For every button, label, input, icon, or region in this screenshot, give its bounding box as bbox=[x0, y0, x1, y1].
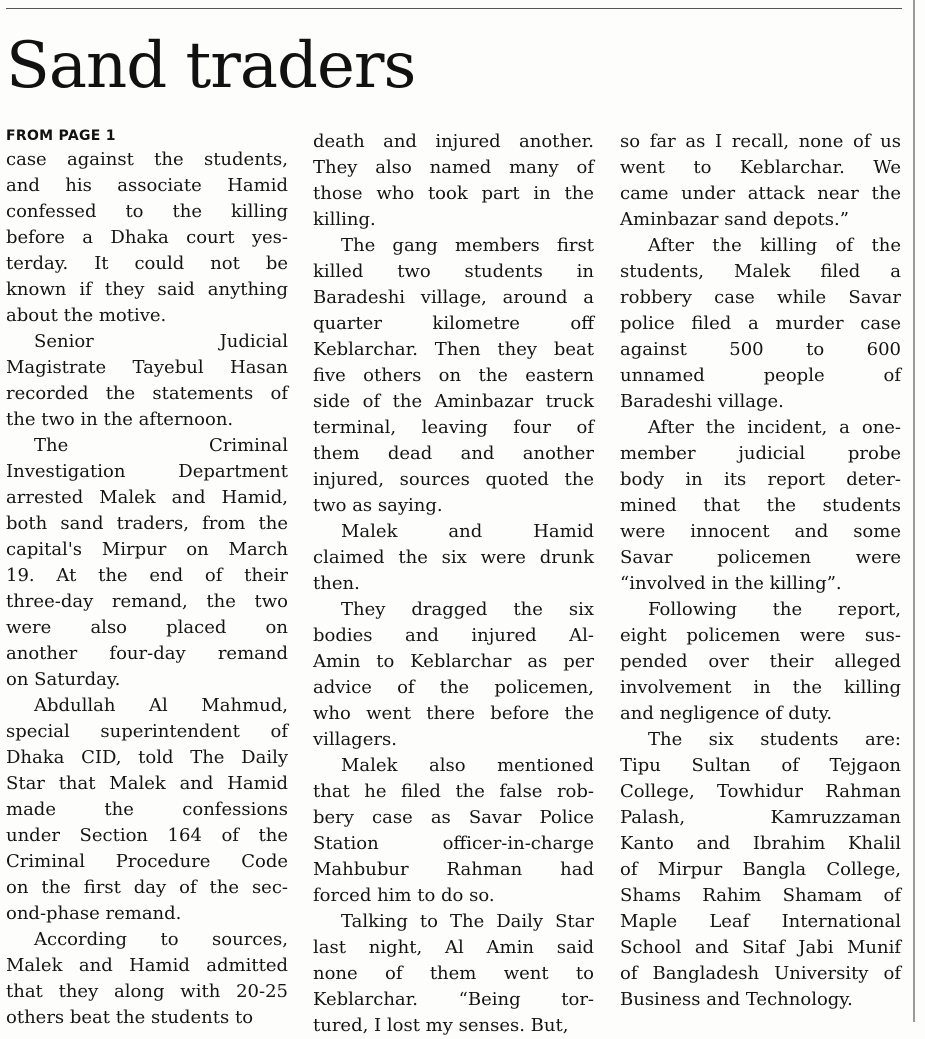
article-line: and his associate Hamid bbox=[6, 175, 288, 196]
article-line: tured, I lost my senses. But, bbox=[313, 1015, 569, 1036]
article-line: They also named many of bbox=[313, 157, 594, 178]
article-line: two as saying. bbox=[313, 495, 443, 516]
article-line: three-day remand, the two bbox=[6, 591, 288, 612]
column-rule bbox=[913, 0, 915, 1022]
article-line: the two in the afternoon. bbox=[6, 409, 234, 430]
article-line: quarter kilometre off bbox=[313, 313, 594, 334]
article-line: recorded the statements of bbox=[6, 383, 288, 404]
article-line: five others on the eastern bbox=[313, 365, 594, 386]
article-line: Shams Rahim Shamam of bbox=[620, 885, 901, 906]
article-line: College, Towhidur Rahman bbox=[620, 781, 901, 802]
article-line: School and Sitaf Jabi Munif bbox=[620, 937, 901, 958]
article-line: Criminal Procedure Code bbox=[6, 851, 288, 872]
article-line: involvement in the killing bbox=[620, 677, 901, 698]
article-line: before a Dhaka court yes- bbox=[6, 227, 288, 248]
headline: Sand traders bbox=[6, 29, 416, 103]
article-line: Keblarchar. “Being tor- bbox=[313, 989, 594, 1010]
article-line: eight policemen were sus- bbox=[620, 625, 901, 646]
article-line: that they along with 20-25 bbox=[6, 981, 288, 1002]
article-line: so far as I recall, none of us bbox=[620, 131, 901, 152]
article-line: under Section 164 of the bbox=[6, 825, 288, 846]
article-column-1 bbox=[6, 125, 288, 1031]
article-line: pended over their alleged bbox=[620, 651, 901, 672]
article-line: terday. It could not be bbox=[6, 253, 288, 274]
article-line: about the motive. bbox=[6, 305, 167, 326]
article-line: Keblarchar. Then they beat bbox=[313, 339, 594, 360]
article-line: Baradeshi village, around a bbox=[313, 287, 594, 308]
article-line: injured, sources quoted the bbox=[313, 469, 594, 490]
article-line: side of the Aminbazar truck bbox=[313, 391, 594, 412]
article-line: After the incident, a one- bbox=[648, 417, 901, 438]
article-line: Talking to The Daily Star bbox=[341, 911, 594, 932]
article-line: confessed to the killing bbox=[6, 201, 288, 222]
article-line: others beat the students to bbox=[6, 1007, 254, 1028]
article-line: were also placed on bbox=[6, 617, 288, 638]
kicker: FROM PAGE 1 bbox=[6, 128, 116, 144]
article-line: ond-phase remand. bbox=[6, 903, 182, 924]
article-line: Amin to Keblarchar as per bbox=[313, 651, 594, 672]
article-line: Investigation Department bbox=[6, 461, 288, 482]
article-line: Aminbazar sand depots.” bbox=[620, 209, 849, 230]
article-line: made the confessions bbox=[6, 799, 288, 820]
top-rule bbox=[6, 8, 902, 9]
article-line: came under attack near the bbox=[620, 183, 901, 204]
article-line: Malek and Hamid admitted bbox=[6, 955, 288, 976]
article-line: terminal, leaving four of bbox=[313, 417, 594, 438]
article-line: capital's Mirpur on March bbox=[6, 539, 288, 560]
article-line: The gang members first bbox=[341, 235, 594, 256]
article-line: member judicial probe bbox=[620, 443, 901, 464]
article-line: villagers. bbox=[313, 729, 397, 750]
article-line: Senior Judicial bbox=[34, 331, 288, 352]
article-line: on Saturday. bbox=[6, 669, 121, 690]
article-line: both sand traders, from the bbox=[6, 513, 288, 534]
article-line: mined that the students bbox=[620, 495, 901, 516]
article-line: last night, Al Amin said bbox=[313, 937, 594, 958]
article-line: advice of the policemen, bbox=[313, 677, 594, 698]
article-line: Maple Leaf International bbox=[620, 911, 901, 932]
article-line: death and injured another. bbox=[313, 131, 594, 152]
article-line: 19. At the end of their bbox=[6, 565, 288, 586]
article-line: against 500 to 600 bbox=[620, 339, 901, 360]
article-line: Star that Malek and Hamid bbox=[6, 773, 288, 794]
article-line: Baradeshi village. bbox=[620, 391, 784, 412]
article-line: special superintendent of bbox=[6, 721, 288, 742]
article-line: none of them went to bbox=[313, 963, 594, 984]
article-line: Magistrate Tayebul Hasan bbox=[6, 357, 288, 378]
article-line: that he filed the false rob- bbox=[313, 781, 594, 802]
article-line: students, Malek filed a bbox=[620, 261, 901, 282]
article-line: and negligence of duty. bbox=[620, 703, 833, 724]
article-line: Tipu Sultan of Tejgaon bbox=[620, 755, 901, 776]
article-line: killing. bbox=[313, 209, 376, 230]
article-line: bodies and injured Al- bbox=[313, 625, 594, 646]
article-line: of Mirpur Bangla College, bbox=[620, 859, 901, 880]
article-line: on the first day of the sec- bbox=[6, 877, 288, 898]
article-line: unnamed people of bbox=[620, 365, 901, 386]
article-line: The Criminal bbox=[34, 435, 288, 456]
article-line: Savar policemen were bbox=[620, 547, 901, 568]
article-line: Malek also mentioned bbox=[341, 755, 594, 776]
article-line: killed two students in bbox=[313, 261, 594, 282]
article-line: forced him to do so. bbox=[313, 885, 495, 906]
article-line: Following the report, bbox=[648, 599, 901, 620]
article-line: Mahbubur Rahman had bbox=[313, 859, 594, 880]
article-line: Kanto and Ibrahim Khalil bbox=[620, 833, 901, 854]
article-line: Dhaka CID, told The Daily bbox=[6, 747, 288, 768]
article-line: claimed the six were drunk bbox=[313, 547, 594, 568]
article-line: another four-day remand bbox=[6, 643, 288, 664]
article-line: of Bangladesh University of bbox=[620, 963, 901, 984]
article-line: Malek and Hamid bbox=[341, 521, 594, 542]
article-column-3 bbox=[620, 125, 901, 1013]
article-line: bery case as Savar Police bbox=[313, 807, 594, 828]
article-line: were innocent and some bbox=[620, 521, 901, 542]
article-line: body in its report deter- bbox=[620, 469, 901, 490]
article-line: Abdullah Al Mahmud, bbox=[34, 695, 288, 716]
article-line: They dragged the six bbox=[341, 599, 594, 620]
article-line: known if they said anything bbox=[6, 279, 288, 300]
article-line: went to Keblarchar. We bbox=[620, 157, 901, 178]
article-line: After the killing of the bbox=[648, 235, 901, 256]
article-line: Business and Technology. bbox=[620, 989, 853, 1010]
article-line: Station officer-in-charge bbox=[313, 833, 594, 854]
article-line: who went there before the bbox=[313, 703, 594, 724]
article-line: According to sources, bbox=[34, 929, 288, 950]
article-line: arrested Malek and Hamid, bbox=[6, 487, 288, 508]
article-line: robbery case while Savar bbox=[620, 287, 901, 308]
article-line: them dead and another bbox=[313, 443, 594, 464]
article-line: case against the students, bbox=[6, 149, 288, 170]
article-line: those who took part in the bbox=[313, 183, 594, 204]
article-line: Palash, Kamruzzaman bbox=[620, 807, 901, 828]
article-line: then. bbox=[313, 573, 360, 594]
article-line: “involved in the killing”. bbox=[620, 573, 842, 594]
article-column-2 bbox=[313, 125, 594, 1039]
article-line: police filed a murder case bbox=[620, 313, 901, 334]
article-line: The six students are: bbox=[648, 729, 901, 750]
